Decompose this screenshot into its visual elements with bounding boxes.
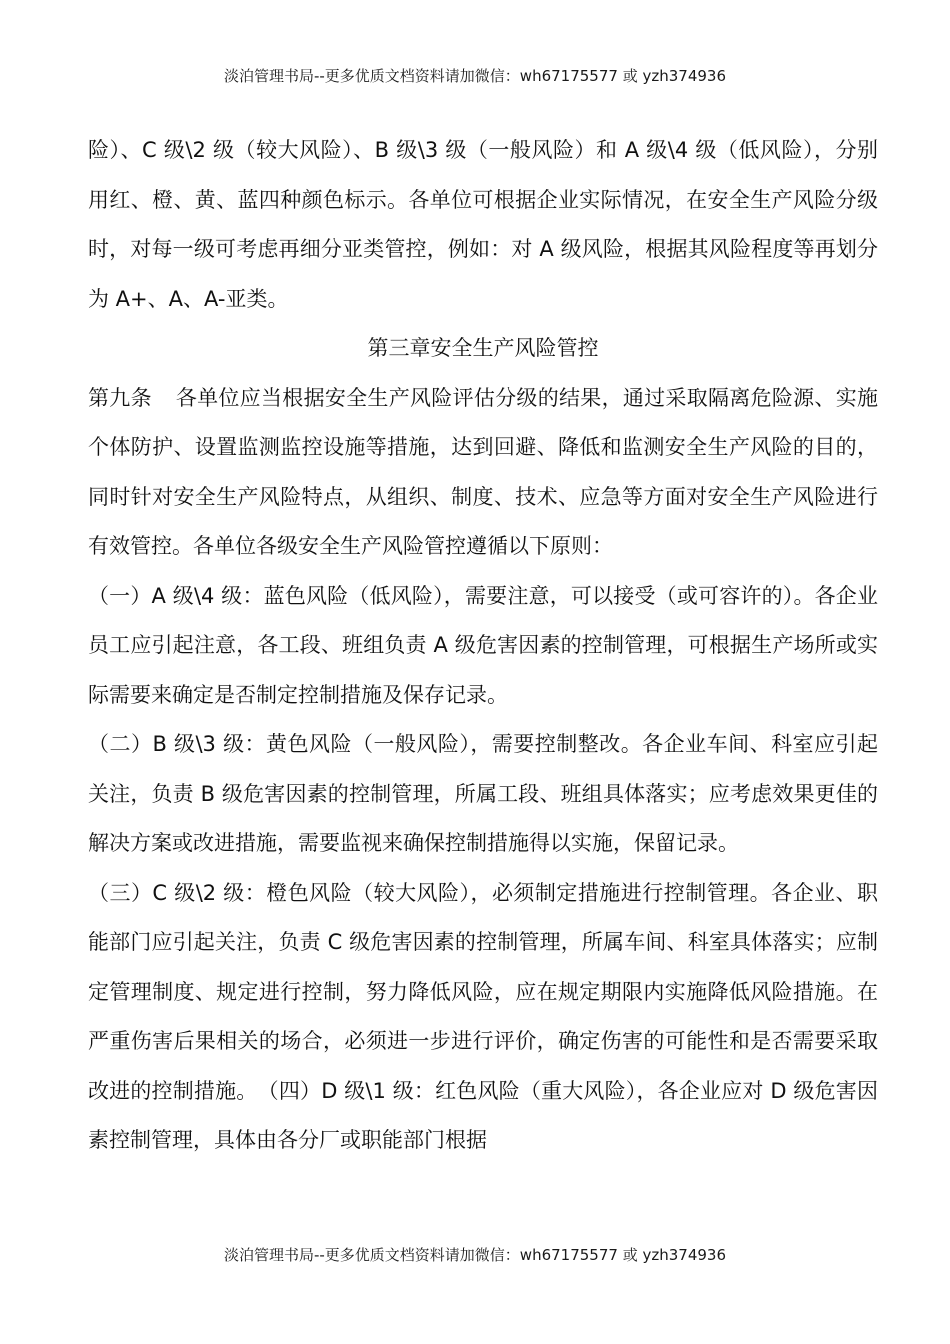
item-level-b: （二）B 级\3 级：黄色风险（一般风险），需要控制整改。各企业车间、科室应引起关注，负责 B 级危害因素的控制管理，所属工段、班组具体落实；应考虑效果更佳的解决方案或改进措施，需要监视来确保控制措施得以实施，保留记录。	[88, 732, 878, 855]
article-nine	[88, 374, 878, 572]
article-label: 第九条	[88, 385, 152, 410]
item-level-c: （三）C 级\2 级：橙色风险（较大风险），必须制定措施进行控制管理。各企业、职能部门应引起关注，负责 C 级危害因素的控制管理，所属车间、科室具体落实；应制定管理制度、规定进行控制，努力降低风险，应在规定期限内实施降低风险措施。在严重伤害后果相关的场合，必须进一步进行评价，确定伤害的可能性和是否需要采取改进的控制措施。 （四）D 级\1 级：红色风险（重大风险），各企业应对 D 级危害因素控制管理，具体由各分厂或职能部门根据	[88, 880, 878, 1152]
item-level-a: （一）A 级\4 级：蓝色风险（低风险），需要注意，可以接受（或可容许的）。各企业员工应引起注意，各工段、班组负责 A 级危害因素的控制管理，可根据生产场所或实际需要来确定是否制定控制措施及保存记录。	[88, 583, 878, 707]
article-text: 各单位应当根据安全生产风险评估分级的结果，通过采取隔离危险源、实施个体防护、设置监测监控设施等措施，达到回避、降低和监测安全生产风险的目的，同时针对安全生产风险特点，从组织、制度、技术、应急等方面对安全生产风险进行有效管控。各单位各级安全生产风险管控遵循以下原则：	[88, 385, 878, 558]
intro-paragraph: 险）、C 级\2 级（较大风险）、B 级\3 级（一般风险）和 A 级\4 级（低风险），分别用红、橙、黄、蓝四种颜色标示。各单位可根据企业实际情况，在安全生产风险分级时，对每一级可考虑再细分亚类管控，例如：对 A 级风险，根据其风险程度等再划分为 A+、A、A-亚类。	[88, 138, 878, 311]
document-body	[88, 126, 878, 1166]
chapter-title: 第三章安全生产风险管控	[367, 336, 599, 360]
page-header: 淡泊管理书局--更多优质文档资料请加微信：wh67175577 或 yzh374936	[223, 67, 726, 85]
page-footer: 淡泊管理书局--更多优质文档资料请加微信：wh67175577 或 yzh374936	[223, 1246, 726, 1264]
